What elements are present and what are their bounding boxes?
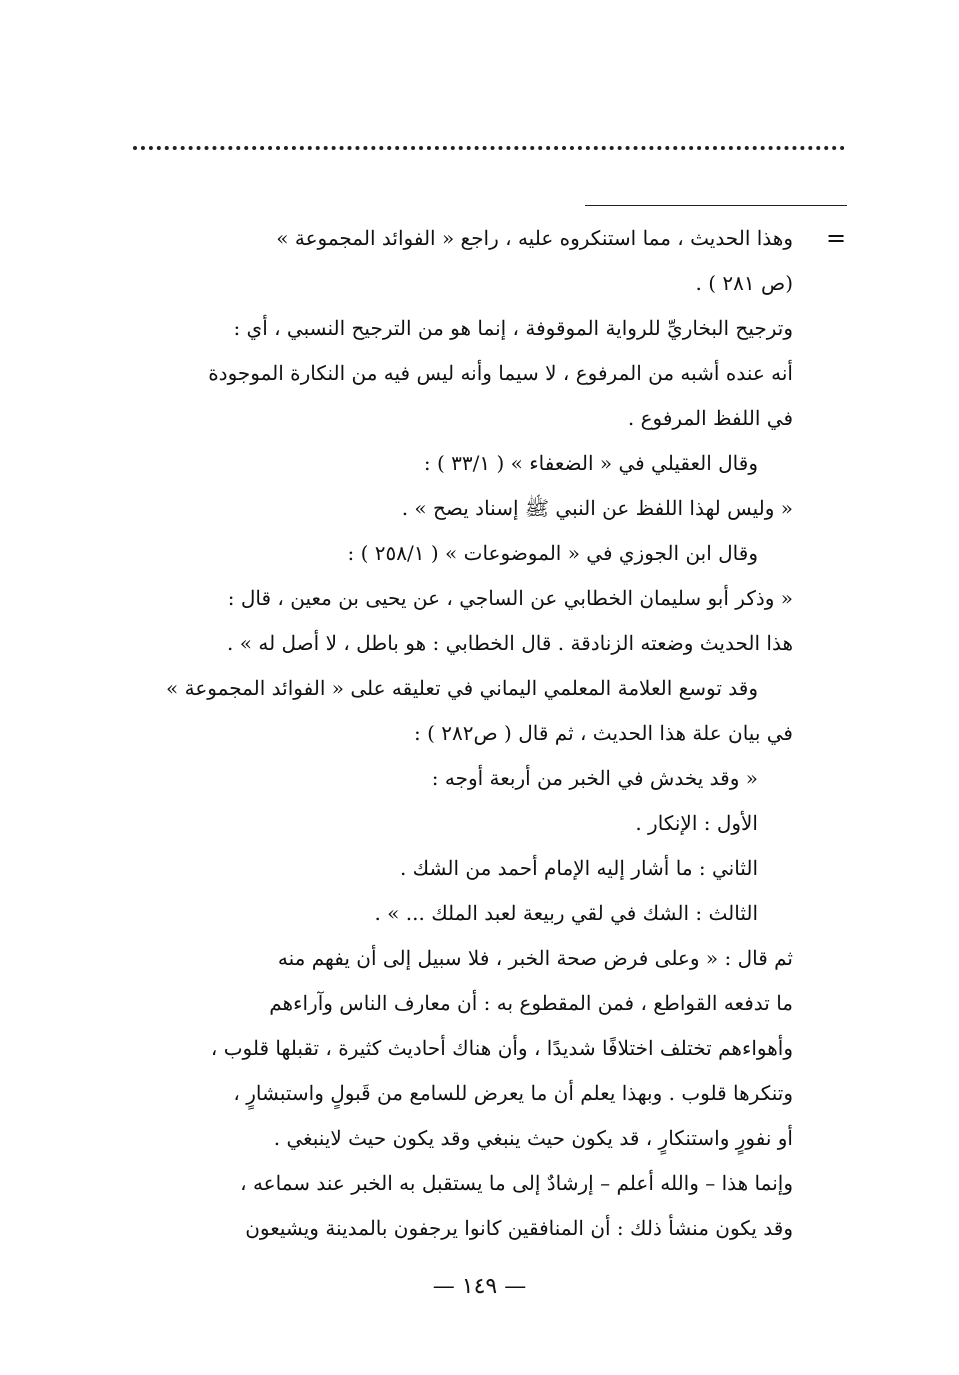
text-line: وأهواءهم تختلف اختلافًا شديدًا ، وأن هناك أحاديث كثيرة ، تقبلها قلوب ، xyxy=(210,1036,793,1060)
text-line: وقد يكون منشأ ذلك : أن المنافقين كانوا يرجفون بالمدينة ويشيعون xyxy=(245,1216,793,1240)
text-line: ما تدفعه القواطع ، فمن المقطوع به : أن معارف الناس وآراءهم xyxy=(269,991,793,1015)
text-line: الثالث : الشك في لقي ربيعة لعبد الملك ... » . xyxy=(374,901,758,925)
text-line: وإنما هذا – والله أعلم – إرشادٌ إلى ما يستقبل به الخبر عند سماعه ، xyxy=(240,1171,793,1195)
text-line: (ص ٢٨١ ) . xyxy=(695,271,793,295)
text-line: في اللفظ المرفوع . xyxy=(627,406,793,430)
page-number: — ١٤٩ — xyxy=(432,1274,527,1299)
text-line: ثم قال : « وعلى فرض صحة الخبر ، فلا سبيل إلى أن يفهم منه xyxy=(277,946,793,970)
text-line: وهذا الحديث ، مما استنكروه عليه ، راجع « الفوائد المجموعة » xyxy=(276,226,793,250)
text-line: « وليس لهذا اللفظ عن النبي ﷺ إسناد يصح » . xyxy=(401,496,793,520)
text-line: وقال ابن الجوزي في « الموضوعات » ( ٢٥٨/١ ) : xyxy=(347,541,758,565)
text-line: الأول : الإنكار . xyxy=(635,811,758,835)
text-line: وتنكرها قلوب . وبهذا يعلم أن ما يعرض للسامع من قَبولٍ واستبشارٍ ، xyxy=(233,1081,793,1105)
text-line: أو نفورٍ واستنكارٍ ، قد يكون حيث ينبغي وقد يكون حيث لاينبغي . xyxy=(273,1126,793,1150)
text-line: الثاني : ما أشار إليه الإمام أحمد من الشك . xyxy=(399,856,758,880)
text-line: أنه عنده أشبه من المرفوع ، لا سيما وأنه ليس فيه من النكارة الموجودة xyxy=(208,361,793,385)
text-line: « وقد يخدش في الخبر من أربعة أوجه : xyxy=(431,766,758,790)
text-line: وقد توسع العلامة المعلمي اليماني في تعليقه على « الفوائد المجموعة » xyxy=(166,676,758,700)
text-line: هذا الحديث وضعته الزنادقة . قال الخطابي : هو باطل ، لا أصل له » . xyxy=(227,631,793,655)
footnote-continuation-mark: = xyxy=(826,224,847,252)
text-line: وقال العقيلي في « الضعفاء » ( ٣٣/١ ) : xyxy=(423,451,758,475)
text-line: « وذكر أبو سليمان الخطابي عن الساجي ، عن يحيى بن معين ، قال : xyxy=(227,586,793,610)
footnote-rule xyxy=(585,205,847,206)
footnote-text-block xyxy=(115,222,793,1240)
text-line: في بيان علة هذا الحديث ، ثم قال ( ص٢٨٢ ) : xyxy=(414,721,793,745)
text-line: وترجيح البخاريِّ للرواية الموقوفة ، إنما هو من الترجيح النسبي ، أي : xyxy=(233,316,793,340)
dotted-separator xyxy=(133,146,845,150)
